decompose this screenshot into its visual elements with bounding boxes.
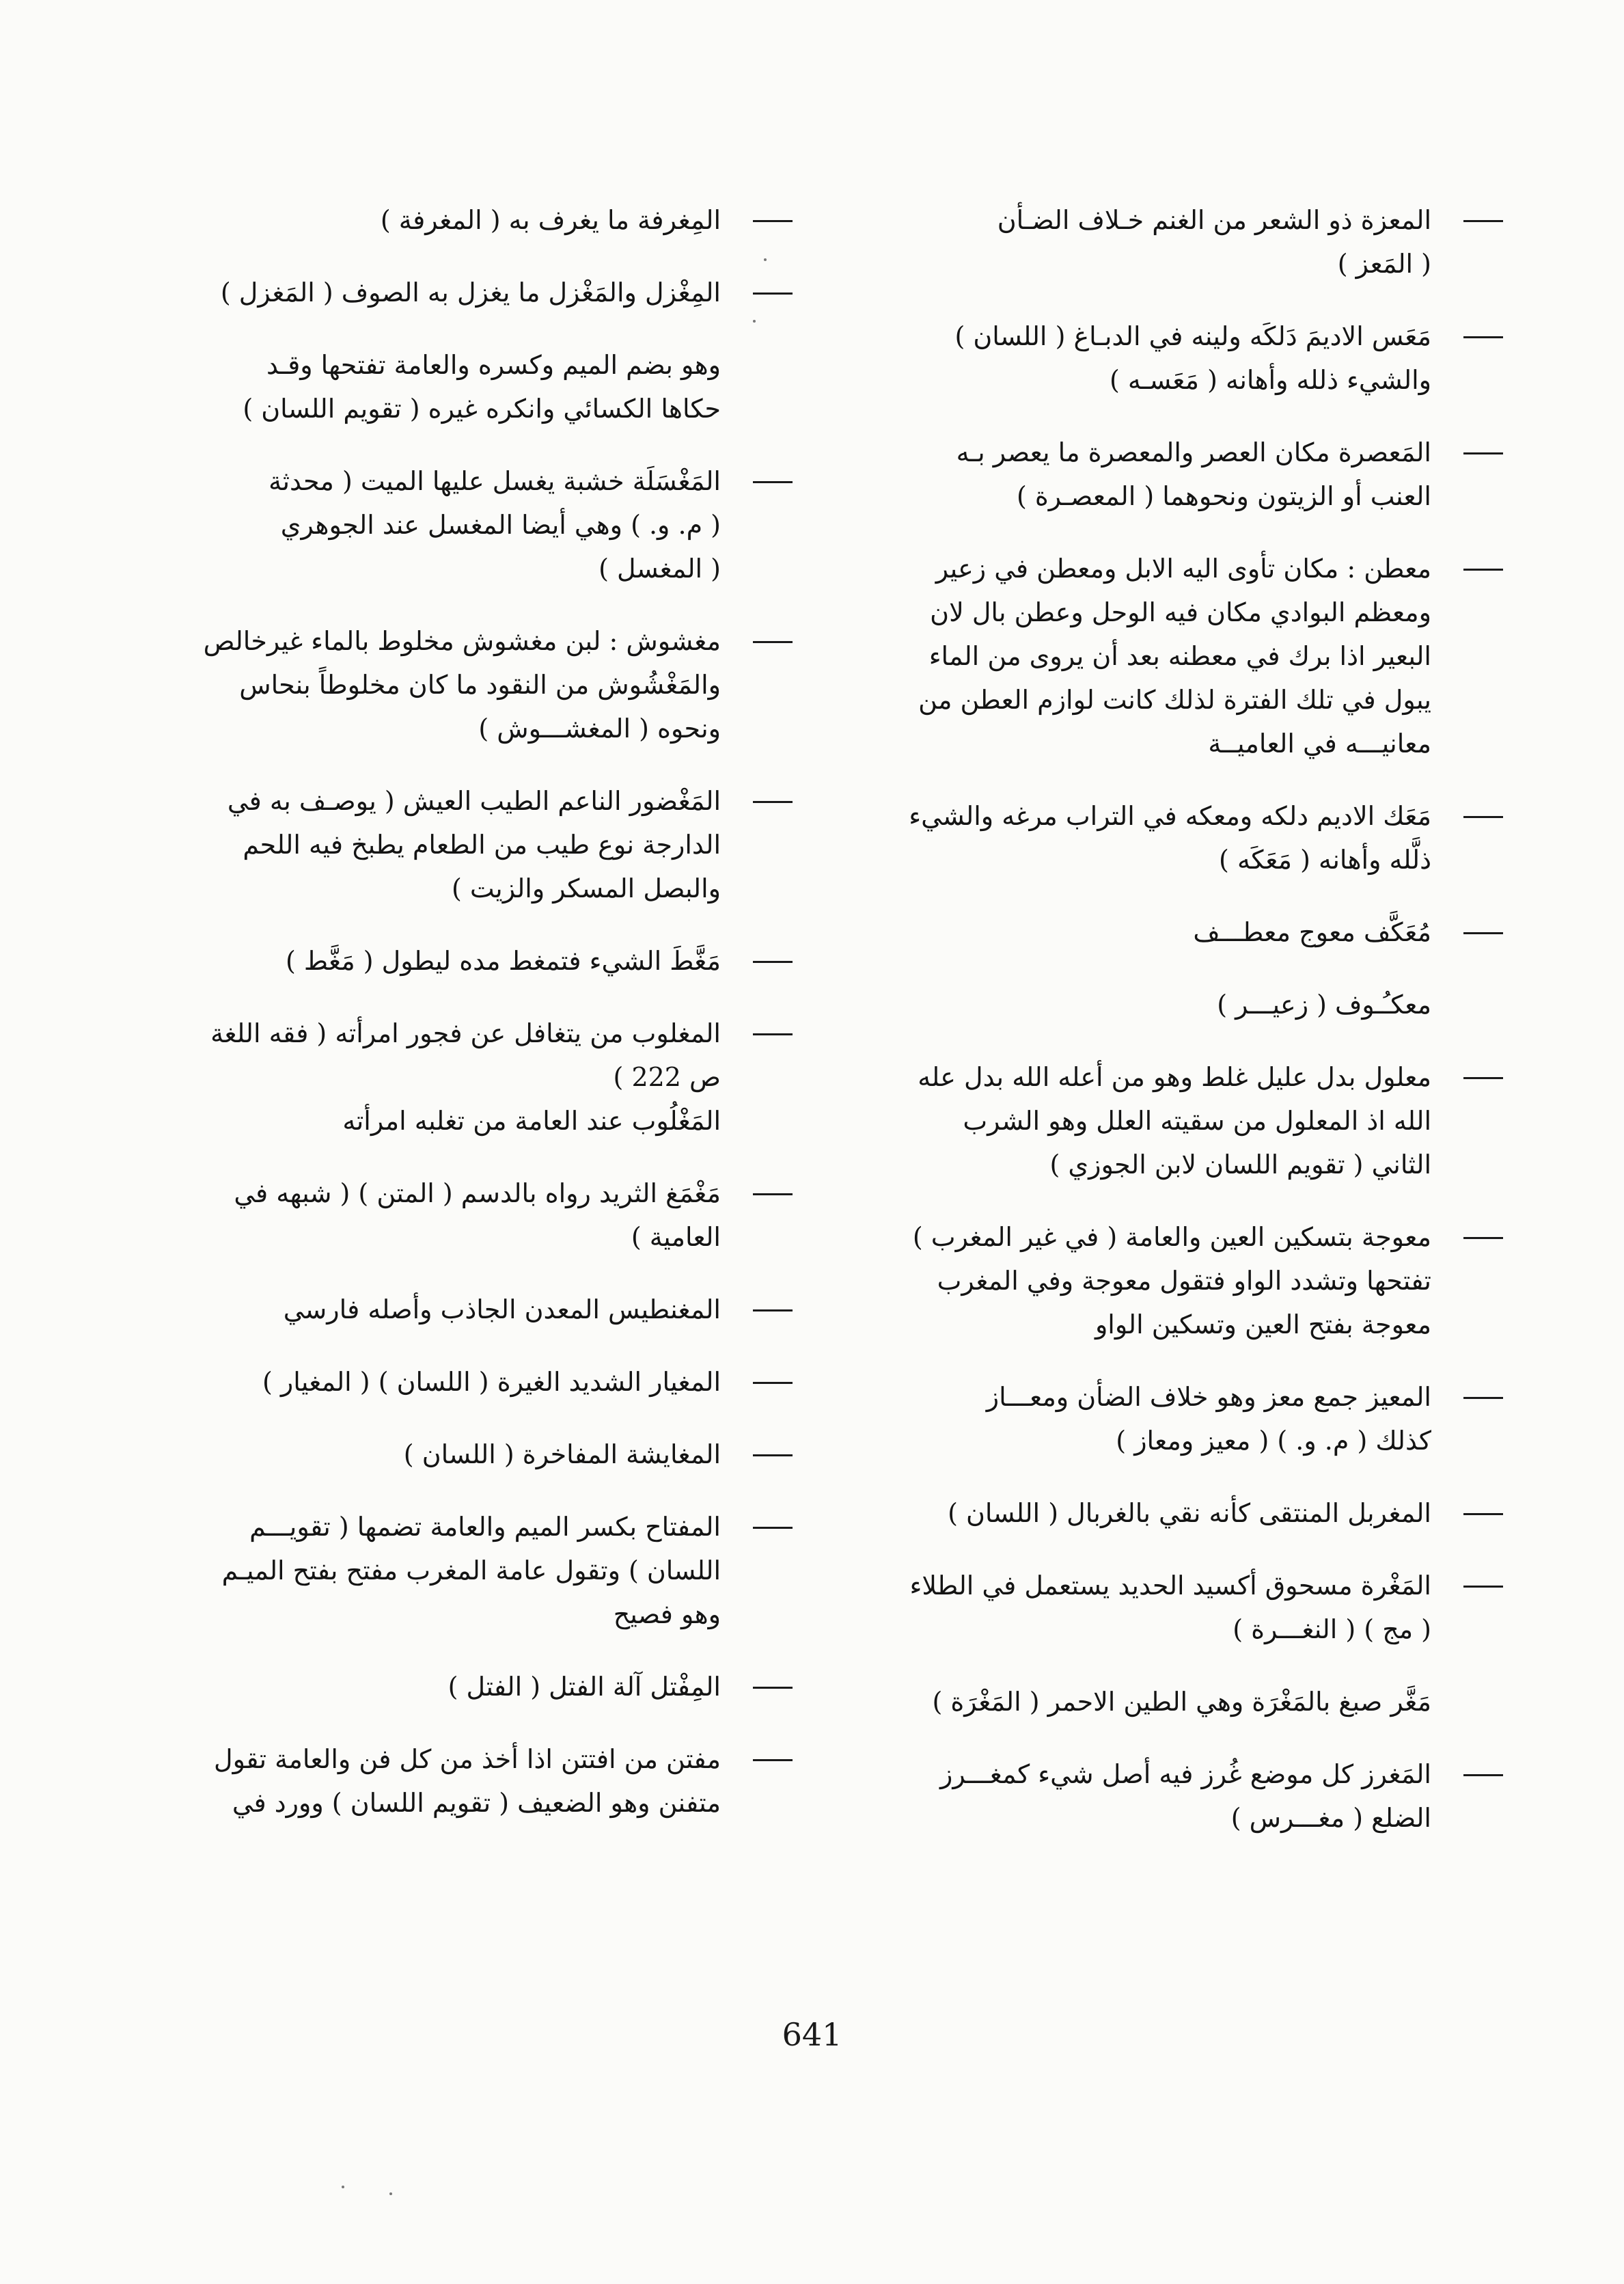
entry-dash [753, 961, 793, 963]
entry-dash [1463, 1397, 1503, 1399]
entry-dash [753, 1454, 793, 1456]
entry-line: ( المَعز ) [1337, 249, 1431, 279]
dictionary-entry [109, 271, 793, 314]
dictionary-entry [109, 1432, 793, 1476]
entry-dash [753, 1193, 793, 1195]
entry-line: اللسان ) وتقول عامة المغرب مفتح بفتح الميـم [221, 1555, 721, 1586]
dictionary-entry [820, 1564, 1503, 1651]
dictionary-entry [109, 1665, 793, 1709]
entry-line: مَعَس الاديمَ دَلكَه ولينه في الدبـاغ ( اللسان ) [954, 321, 1431, 351]
dictionary-entry [820, 910, 1503, 954]
entry-line: المَعصرة مكان العصر والمعصرة ما يعصر بـه [956, 437, 1431, 467]
entry-line: مغشوش : لبن مغشوش مخلوط بالماء غيرخالص [203, 626, 721, 656]
entry-line: مُعَكَّف معوج معطـــف [1193, 917, 1431, 947]
entry-dash [1463, 220, 1503, 222]
entry-dash [1463, 336, 1503, 338]
entry-dash [1463, 1077, 1503, 1079]
scan-speck [764, 258, 767, 261]
dictionary-entry [820, 1680, 1503, 1724]
entry-line: المَغْرة مسحوق أكسيد الحديد يستعمل في الطلاء [909, 1571, 1431, 1601]
entry-dash [753, 1527, 793, 1529]
dictionary-entry [109, 1288, 793, 1331]
entry-line: معوجة بتسكين العين والعامة ( في غير المغرب ) [912, 1222, 1431, 1252]
entry-dash [753, 1309, 793, 1311]
entry-line: تفتحها وتشدد الواو فتقول معوجة وفي المغرب [937, 1266, 1431, 1296]
entry-line: ( المغسل ) [598, 554, 721, 584]
dictionary-entry [109, 1011, 793, 1143]
entry-line: مفتن من افتتن اذا أخذ من كل فن والعامة تقول [214, 1744, 721, 1774]
dictionary-entry [109, 939, 793, 983]
entry-line: المِفْتل آلة الفتل ( الفتل ) [448, 1672, 721, 1702]
entry-line: الله اذ المعلول من سقيته العلل وهو الشرب [963, 1106, 1431, 1136]
entry-line: المغايشة المفاخرة ( اللسان ) [403, 1439, 721, 1469]
entry-line: والبصل المسكر والزيت ) [451, 873, 721, 903]
dictionary-entry [109, 1505, 793, 1636]
entry-dash [1463, 816, 1503, 818]
dictionary-entry [820, 1055, 1503, 1186]
entry-line: وهو فصيح [613, 1599, 721, 1629]
dictionary-entry [109, 619, 793, 750]
entry-line: مَعَك الاديم دلكه ومعكه في التراب مرغه والشيء [909, 801, 1431, 831]
entry-dash [753, 1759, 793, 1761]
entry-line: ونحوه ( المغشـــوش ) [478, 713, 721, 744]
entry-dash [753, 220, 793, 222]
dictionary-entry [109, 1360, 793, 1404]
entry-dash [1463, 1586, 1503, 1588]
entry-line: ( م. و. ) وهي أيضا المغسل عند الجوهري [280, 510, 721, 540]
page-number: 641 [782, 2016, 842, 2053]
entry-dash [1463, 452, 1503, 454]
entry-line: المعيز جمع معز وهو خلاف الضأن ومعـــاز [986, 1382, 1431, 1412]
entry-dash [1463, 1513, 1503, 1515]
entry-dash [753, 1687, 793, 1689]
entry-line: المغلوب من يتغافل عن فجور امرأته ( فقه اللغة [210, 1018, 721, 1048]
dictionary-entry [820, 198, 1503, 286]
entry-line: الدارجة نوع طيب من الطعام يطبخ فيه اللحم [243, 830, 721, 860]
left-column [109, 198, 793, 1853]
entry-line: المَغْلُوب عند العامة من تغلبه امرأته [342, 1106, 721, 1136]
entry-line: المغيار الشديد الغيرة ( اللسان ) ( المغيار ) [262, 1367, 721, 1397]
right-column [820, 198, 1503, 1868]
entry-dash [1463, 1237, 1503, 1239]
entry-dash [753, 481, 793, 483]
dictionary-entry [109, 779, 793, 910]
dictionary-entry [820, 1375, 1503, 1463]
entry-line: معطن : مكان تأوى اليه الابل ومعطن في زعير [935, 554, 1431, 584]
dictionary-entry [820, 431, 1503, 518]
entry-line: حكاها الكسائي وانكره غيره ( تقويم اللسان ) [243, 394, 721, 424]
dictionary-entry [820, 983, 1503, 1027]
entry-dash [753, 641, 793, 643]
entry-line: مَغَّر صبغ بالمَغْرَة وهي الطين الاحمر ( المَغْرَة ) [932, 1687, 1431, 1717]
entry-line: العامية ) [631, 1222, 721, 1252]
entry-line: يبول في تلك الفترة لذلك كانت لوازم العطن من [918, 685, 1431, 715]
dictionary-entry [109, 1171, 793, 1259]
entry-line: وهو بضم الميم وكسره والعامة تفتحها وقـد [266, 350, 721, 380]
entry-dash [1463, 569, 1503, 571]
entry-line: متفنن وهو الضعيف ( تقويم اللسان ) وورد في [232, 1788, 721, 1818]
entry-line: ذلَّله وأهانه ( مَعَكَه ) [1219, 845, 1431, 875]
dictionary-entry [109, 459, 793, 590]
dictionary-entry [820, 547, 1503, 765]
entry-line: معانيـــه في العاميــة [1208, 729, 1431, 759]
entry-line: المغربل المنتقى كأنه نقي بالغربال ( اللسان ) [948, 1498, 1431, 1528]
dictionary-entry [820, 1491, 1503, 1535]
dictionary-entry [820, 1752, 1503, 1840]
entry-line: معوجة بفتح العين وتسكين الواو [1095, 1309, 1431, 1340]
entry-line: ص 222 ) [613, 1062, 721, 1092]
entry-line: المَغرز كل موضع غُرز فيه أصل شيء كمغـــرز [940, 1759, 1431, 1789]
entry-line: المَغْضور الناعم الطيب العيش ( يوصـف به في [227, 786, 721, 816]
entry-line: المغنطيس المعدن الجاذب وأصله فارسي [283, 1294, 721, 1324]
entry-line: والشيء ذلله وأهانه ( مَعَسـه ) [1110, 365, 1431, 395]
entry-line: الضلع ( مغـــرس ) [1230, 1803, 1431, 1833]
entry-line: المِغْزل والمَغْزل ما يغزل به الصوف ( المَغزل ) [220, 277, 721, 308]
entry-line: المَغْسَلَة خشبة يغسل عليها الميت ( محدثة [269, 466, 721, 496]
entry-line: المفتاح بكسر الميم والعامة تضمها ( تقويـــم [249, 1512, 721, 1542]
scan-speck [753, 320, 756, 323]
dictionary-entry [109, 1737, 793, 1825]
entry-line: ومعظم البوادي مكان فيه الوحل وعطن بال لان [930, 597, 1431, 627]
entry-line: معلول بدل عليل غلط وهو من أعله الله بدل عله [918, 1062, 1431, 1092]
entry-dash [753, 801, 793, 803]
entry-line: البعير اذا برك في معطنه بعد أن يروى من الماء [928, 641, 1431, 671]
dictionary-entry [109, 343, 793, 431]
entry-dash [753, 293, 793, 295]
entry-line: مَغْمَغ الثريد رواه بالدسم ( المتن ) ( شبهه في [234, 1178, 721, 1208]
entry-line: الثاني ( تقويم اللسان لابن الجوزي ) [1049, 1150, 1431, 1180]
entry-dash [1463, 932, 1503, 934]
entry-dash [753, 1033, 793, 1035]
entry-dash [753, 1382, 793, 1384]
entry-line: العنب أو الزيتون ونحوهما ( المعصـرة ) [1016, 481, 1431, 511]
entry-line: والمَغْشُوش من النقود ما كان مخلوطاً بنحاس [239, 670, 721, 700]
dictionary-entry [820, 794, 1503, 882]
dictionary-entry [820, 1215, 1503, 1346]
entry-line: معكـُـوف ( زعيـــر ) [1217, 990, 1431, 1020]
entry-line: المِغرفة ما يغرف به ( المغرفة ) [380, 205, 721, 235]
entry-line: كذلك ( م. و. ) ( معيز ومعاز ) [1116, 1426, 1431, 1456]
entry-line: ( مج ) ( النغـــرة ) [1233, 1614, 1431, 1644]
entry-dash [1463, 1774, 1503, 1776]
entry-line: المعزة ذو الشعر من الغنم خـلاف الضـأن [997, 205, 1431, 235]
dictionary-entry [109, 198, 793, 242]
scan-speck [389, 2192, 392, 2195]
entry-line: مَغَّطَ الشيء فتمغط مده ليطول ( مَغَّط ) [286, 946, 721, 976]
scan-speck [342, 2186, 344, 2188]
dictionary-entry [820, 314, 1503, 402]
